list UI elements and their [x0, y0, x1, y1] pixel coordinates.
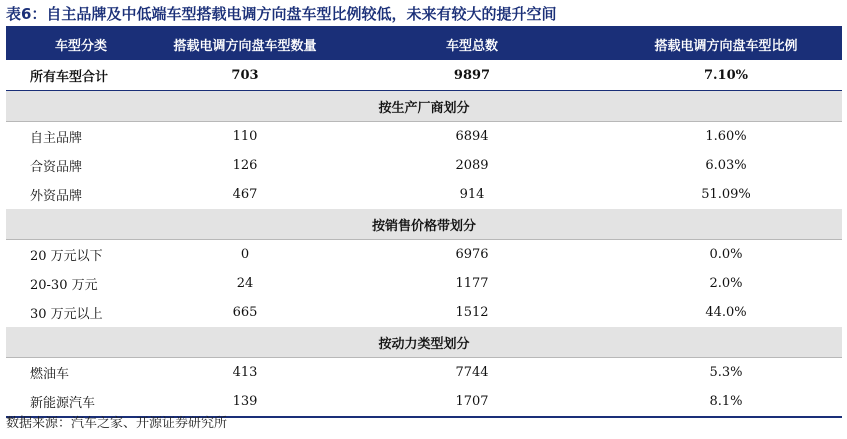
section-header-row: [6, 91, 842, 122]
table-cell: 新能源汽车: [30, 396, 96, 411]
table-cell: 1707: [455, 394, 489, 409]
table-cell: 24: [236, 276, 254, 291]
table-cell: 665: [232, 305, 258, 320]
table-cell: 外资品牌: [30, 189, 83, 204]
table-header-row: [6, 28, 842, 60]
section-header-row: [6, 209, 842, 240]
section-header-row: [6, 327, 842, 358]
table-cell: 44.0%: [705, 305, 747, 320]
table-cell: 1512: [455, 305, 489, 320]
table-cell: 1.60%: [705, 129, 747, 144]
table-cell: 467: [232, 187, 258, 202]
column-header: 车型分类: [54, 38, 107, 54]
table-cell: 7744: [455, 365, 489, 380]
column-header: 搭载电调方向盘车型数量: [173, 38, 317, 54]
table-title: 表6：自主品牌及中低端车型搭载电调方向盘车型比例较低，未来有较大的提升空间: [6, 5, 557, 23]
table-cell: 51.09%: [701, 187, 751, 202]
table-cell: 2.0%: [709, 276, 743, 291]
table-cell: 0: [240, 247, 250, 262]
total-row: [6, 60, 842, 91]
table-cell: 30 万元以上: [30, 307, 103, 322]
table-cell: 2089: [455, 158, 489, 173]
table-cell: 914: [459, 187, 485, 202]
table-cell: 9897: [453, 67, 491, 83]
table-cell: 7.10%: [703, 67, 748, 83]
table-cell: 110: [232, 129, 258, 144]
table-cell: 139: [232, 394, 258, 409]
table-row: [6, 240, 842, 269]
table-cell: 燃油车: [30, 367, 70, 382]
table-cell: 0.0%: [709, 247, 743, 262]
table-cell: 8.1%: [709, 394, 743, 409]
table-cell: 自主品牌: [30, 131, 83, 146]
table-cell: 5.3%: [709, 365, 743, 380]
section-label: 按生产厂商划分: [378, 100, 470, 116]
data-table: [6, 26, 842, 418]
section-label: 按销售价格带划分: [371, 218, 476, 234]
table-cell: 所有车型合计: [30, 69, 109, 85]
table-cell: 6894: [455, 129, 489, 144]
column-header: 车型总数: [445, 38, 498, 54]
table-row: [6, 358, 842, 387]
table-cell: 703: [231, 67, 259, 83]
table-cell: 20 万元以下: [30, 249, 103, 264]
table-cell: 126: [232, 158, 258, 173]
source-note: 数据来源：汽车之家、开源证券研究所: [6, 416, 228, 431]
table-cell: 6976: [455, 247, 489, 262]
column-header: 搭载电调方向盘车型比例: [654, 38, 798, 54]
table-cell: 1177: [455, 276, 489, 291]
table-row: [6, 151, 842, 180]
table-cell: 20-30 万元: [30, 278, 98, 293]
section-label: 按动力类型划分: [378, 336, 470, 352]
table-row: [6, 269, 842, 298]
table-row: [6, 298, 842, 327]
table-cell: 6.03%: [705, 158, 747, 173]
table-row: [6, 180, 842, 209]
table-cell: 413: [232, 365, 258, 380]
table-cell: 合资品牌: [30, 160, 83, 175]
table-row: [6, 122, 842, 151]
